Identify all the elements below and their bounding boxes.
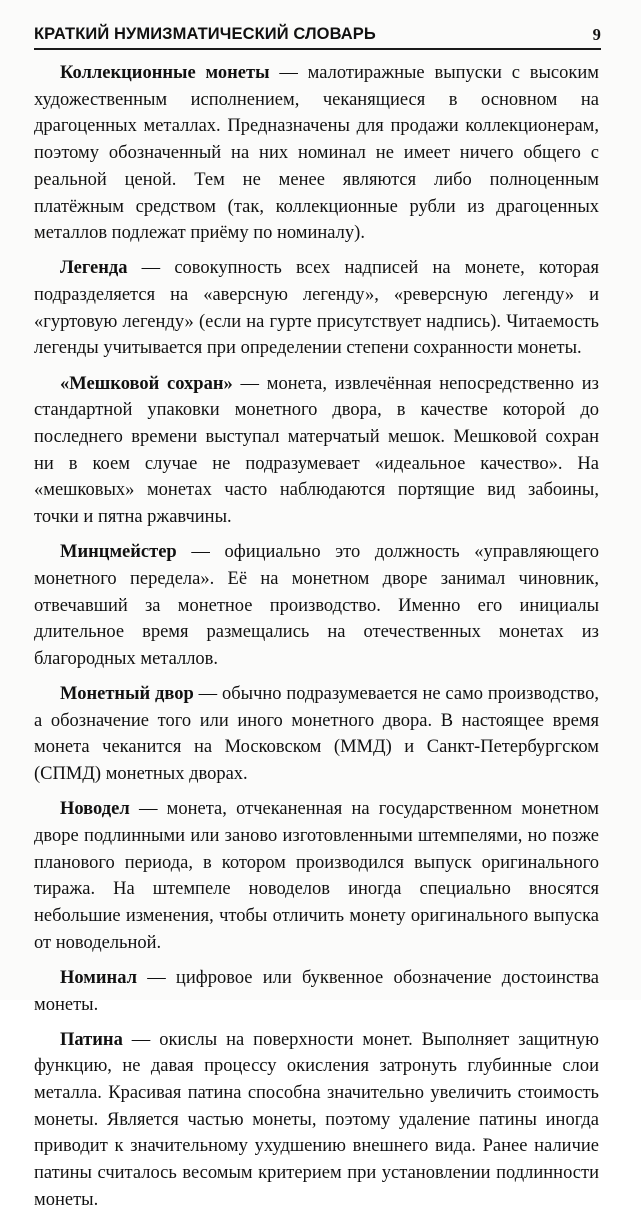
entry-collectible-coins (34, 60, 599, 247)
entry-definition: — монета, извлечённая непосредственно из стандартной упаковки монетного двора, в качестве которой до последнего времени выступал матерчатый мешок. Мешковой сохран ни в коем случае не подразумевает «идеальное качество». На «мешковых» монетах часто наблюдаются портящие вид забоины, точки и пятна ржавчины. (34, 373, 599, 528)
entry-bag-condition (34, 371, 599, 531)
entry-term: «Мешковой сохран» (60, 373, 233, 394)
entry-legend (34, 255, 599, 362)
entry-definition: — монета, отчеканенная на государственном монетном дворе подлинными или заново изготовленными штемпелями, но позже планового периода, в котором производился выпуск оригинального тиража. На штемпеле новоделов иногда специально вносятся небольшие изменения, чтобы отличить монету оригинального выпуска от новодельной. (34, 799, 599, 953)
entry-definition: — цифровое или буквенное обозначение достоинства монеты. (34, 967, 599, 1015)
entry-term: Легенда (60, 258, 128, 279)
entry-term: Новодел (60, 799, 130, 820)
entry-term: Номинал (60, 967, 137, 988)
entry-definition: — совокупность всех надписей на монете, которая подразделяется на «аверсную легенду», «реверсную легенду» и «гуртовую легенду» (если на гурте присутствует надпись). Читаемость легенды учитывается при определении степени сохранности монеты. (34, 258, 599, 359)
entry-term: Монетный двор (60, 684, 194, 705)
entry-term: Минцмейстер (60, 542, 177, 563)
entry-term: Патина (60, 1029, 123, 1050)
entry-definition: — обычно подразумевается не само производство, а обозначение того или иного монетного двора. В настоящее время монета чеканится на Московском (ММД) и Санкт-Петербургском (СПМД) монетных дворах. (34, 684, 600, 785)
dictionary-body (34, 60, 599, 1222)
entry-mintmaster (34, 539, 599, 673)
running-head (34, 22, 601, 50)
page-number: 9 (592, 25, 601, 44)
entry-denomination (34, 965, 599, 1018)
entry-definition: — малотиражные выпуски с высоким художественным исполнением, чеканящиеся в основном на драгоценных металлах. Предназначены для продажи коллекционерам, поэтому обозначенный на них номинал не имеет ничего общего с реальной ценой. Тем не менее являются либо полноценным платёжным средством (так, коллекционные рубли из драгоценных металлов подлежат приёму по номиналу). (34, 63, 599, 244)
entry-patina (34, 1027, 599, 1214)
entry-definition: — официально это должность «управляющего монетного передела». Её на монетном дворе занимал чиновник, отвечавший за монетное производство. Именно его инициалы длительное время размещались на отечественных монетах из благородных металлов. (34, 542, 599, 669)
entry-definition: — окислы на поверхности монет. Выполняет защитную функцию, не давая процессу окисления затронуть глубинные слои металла. Красивая патина способна значительно увеличить стоимость монеты. Является частью монеты, поэтому удаление патины иногда приводит к значительному ухудшению внешнего вида. Ранее наличие патины считалось весомым критерием при установлении подлинности монеты. (34, 1029, 599, 1210)
entry-term: Коллекционные монеты (60, 63, 270, 83)
entry-mint (34, 681, 599, 788)
entry-restrike (34, 796, 599, 956)
running-head-title: КРАТКИЙ НУМИЗМАТИЧЕСКИЙ СЛОВАРЬ (34, 25, 376, 43)
